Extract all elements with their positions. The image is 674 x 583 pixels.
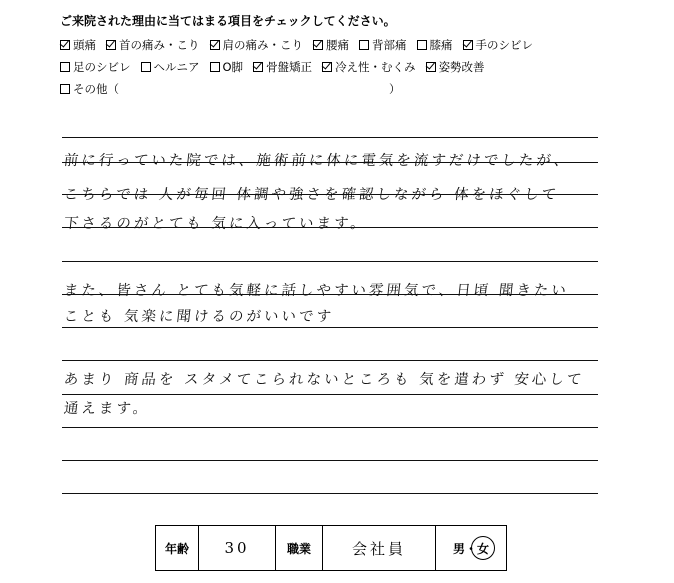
gender-cell [436, 526, 507, 571]
reason-option[interactable] [141, 59, 200, 75]
comment-line: ことも 気楽に聞けるのがいいです [63, 309, 335, 325]
checked-checkbox[interactable] [426, 62, 436, 72]
checked-checkbox[interactable] [253, 62, 263, 72]
reason-label-other: その他（ [73, 82, 119, 96]
occupation-label: 職業 [276, 526, 323, 571]
checked-checkbox[interactable] [463, 40, 473, 50]
reason-label: 冷え性・むくみ [335, 60, 416, 74]
reason-label: ヘルニア [153, 60, 200, 74]
checkbox[interactable] [60, 84, 70, 94]
ruled-line [62, 327, 598, 328]
respondent-info-table [155, 525, 507, 571]
comment-line: 通えます。 [63, 401, 152, 417]
checkbox[interactable] [141, 62, 151, 72]
checked-checkbox[interactable] [106, 40, 116, 50]
checked-checkbox[interactable] [60, 40, 70, 50]
reason-label: 肩の痛み・こり [222, 38, 303, 52]
reason-label: 頭痛 [73, 38, 96, 52]
ruled-line [62, 427, 598, 428]
reason-label: 膝痛 [429, 38, 453, 52]
checked-checkbox[interactable] [313, 40, 323, 50]
reason-checklist [60, 34, 620, 100]
ruled-line [62, 360, 598, 361]
comment-line: また、皆さん とても気軽に話しやすい雰囲気で、日頃 聞きたい [63, 283, 570, 299]
checkbox[interactable] [210, 62, 220, 72]
gender-selection-circle [471, 536, 495, 560]
age-label: 年齢 [156, 526, 199, 571]
reason-label: 腰痛 [326, 38, 349, 52]
reason-option[interactable] [417, 37, 453, 53]
reason-option[interactable] [426, 59, 485, 75]
other-close-paren: ） [389, 82, 401, 96]
comment-line: 前に行っていた院では、施術前に体に電気を流すだけでしたが、 [63, 153, 573, 169]
ruled-line [62, 493, 598, 494]
reason-row-3 [60, 78, 620, 100]
reason-option[interactable] [313, 37, 349, 53]
comment-line: あまり 商品を スタメてこられないところも 気を遣わず 安心して [63, 372, 586, 388]
reason-option[interactable] [60, 59, 131, 75]
checkbox[interactable] [417, 40, 427, 50]
reason-label: 足のシビレ [73, 60, 131, 74]
reason-option[interactable] [210, 59, 244, 75]
ruled-line [62, 394, 598, 395]
reason-option[interactable] [106, 37, 200, 53]
reason-option[interactable] [60, 37, 96, 53]
reason-label: 背部痛 [372, 38, 407, 52]
gender-label: 男・女 [453, 540, 489, 557]
reason-row-2 [60, 56, 620, 78]
reason-row-1 [60, 34, 620, 56]
reason-label: 姿勢改善 [438, 60, 485, 74]
reason-label: 手のシビレ [475, 38, 533, 52]
checkbox[interactable] [359, 40, 369, 50]
ruled-line [62, 137, 598, 138]
reason-option[interactable] [463, 37, 534, 53]
reason-option[interactable] [359, 37, 407, 53]
reason-label: O脚 [222, 60, 244, 74]
reason-option-other[interactable] [60, 81, 401, 97]
reason-option[interactable] [322, 59, 416, 75]
checkbox[interactable] [60, 62, 70, 72]
form-instructions: ご来院された理由に当てはまる項目をチェックしてください。 [60, 14, 396, 28]
reason-option[interactable] [210, 37, 304, 53]
occupation-value: 会社員 [323, 526, 436, 571]
ruled-line [62, 261, 598, 262]
ruled-line [62, 460, 598, 461]
checked-checkbox[interactable] [210, 40, 220, 50]
comment-line: こちらでは 人が毎回 体調や強さを確認しながら 体をほぐして [63, 187, 560, 203]
age-value: 30 [199, 526, 276, 571]
checked-checkbox[interactable] [322, 62, 332, 72]
reason-label: 首の痛み・こり [119, 38, 200, 52]
comment-line: 下さるのがとても 気に入っています。 [63, 216, 369, 232]
reason-label: 骨盤矯正 [266, 60, 313, 74]
reason-option[interactable] [253, 59, 312, 75]
